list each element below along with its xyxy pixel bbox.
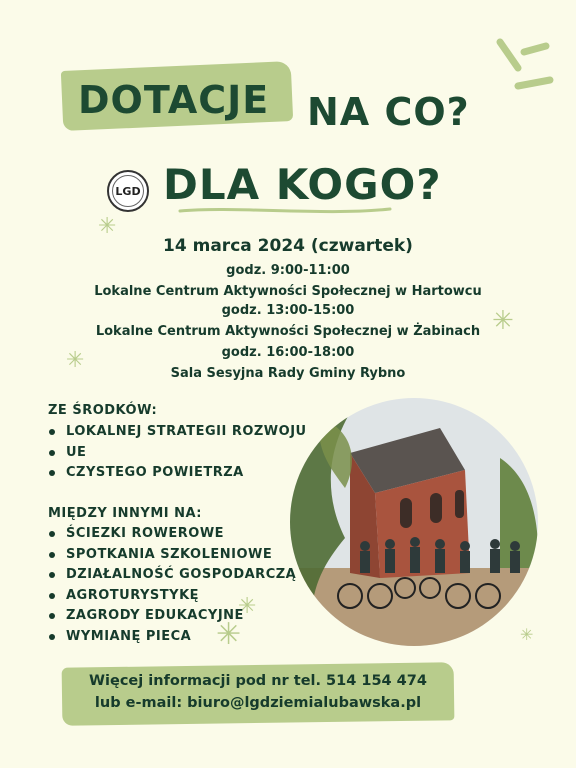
list-item: AGROTURYSTYKĘ: [44, 586, 296, 607]
contact-phone: Więcej informacji pod nr tel. 514 154 474: [89, 673, 427, 689]
list-item: SPOTKANIA SZKOLENIOWE: [44, 545, 296, 566]
purposes-list: [44, 524, 297, 652]
contact-highlight-brush: [62, 662, 455, 725]
list-item: ŚCIEZKI ROWEROWE: [44, 524, 296, 545]
slot2-time: godz. 13:00-15:00: [221, 303, 355, 318]
list-item: ZAGRODY EDUKACYJNE: [44, 606, 296, 627]
title-dla-kogo: DLA KOGO?: [163, 160, 442, 209]
list-item: LOKALNEJ STRATEGII ROZWOJU: [44, 422, 307, 443]
slot1-time: godz. 9:00-11:00: [226, 263, 350, 278]
sparkle-icon: ✳: [492, 306, 514, 336]
funding-sources-list: [44, 422, 307, 484]
sparkle-icon: ✳: [66, 348, 85, 373]
sparkle-icon: ✳: [520, 625, 534, 644]
sparkle-icon: ✳: [98, 214, 117, 239]
slot2-place: Lokalne Centrum Aktywności Społecznej w Żabinach: [95, 324, 481, 339]
lgd-logo: [107, 170, 149, 212]
funding-sources-title: ZE ŚRODKÓW:: [48, 403, 158, 418]
slot3-time: godz. 16:00-18:00: [221, 345, 355, 360]
cyclists-church-illustration: [290, 398, 538, 646]
lgd-logo-text: LGD: [115, 184, 141, 198]
event-photo: [290, 398, 538, 646]
purposes-title: MIĘDZY INNYMI NA:: [48, 506, 203, 521]
list-item: CZYSTEGO POWIETRZA: [44, 463, 307, 484]
list-item: WYMIANĘ PIECA: [44, 627, 296, 648]
sparkle-icon: ✳: [216, 617, 242, 652]
list-item: UE: [44, 443, 307, 464]
list-item: DZIAŁALNOŚĆ GOSPODARCZĄ: [44, 565, 296, 586]
event-date: 14 marca 2024 (czwartek): [163, 236, 413, 256]
title-underline-decoration: [175, 204, 395, 218]
title-dotacje: DOTACJE: [78, 78, 270, 122]
slot1-place: Lokalne Centrum Aktywności Społecznej w Hartowcu: [94, 284, 482, 299]
sparkle-icon: ✳: [238, 594, 257, 619]
title-na-co: NA CO?: [307, 90, 470, 134]
accent-lines-decoration: [488, 34, 558, 104]
slot3-place: Sala Sesyjna Rady Gminy Rybno: [170, 366, 406, 381]
contact-email: lub e-mail: biuro@lgdziemialubawska.pl: [94, 695, 422, 711]
